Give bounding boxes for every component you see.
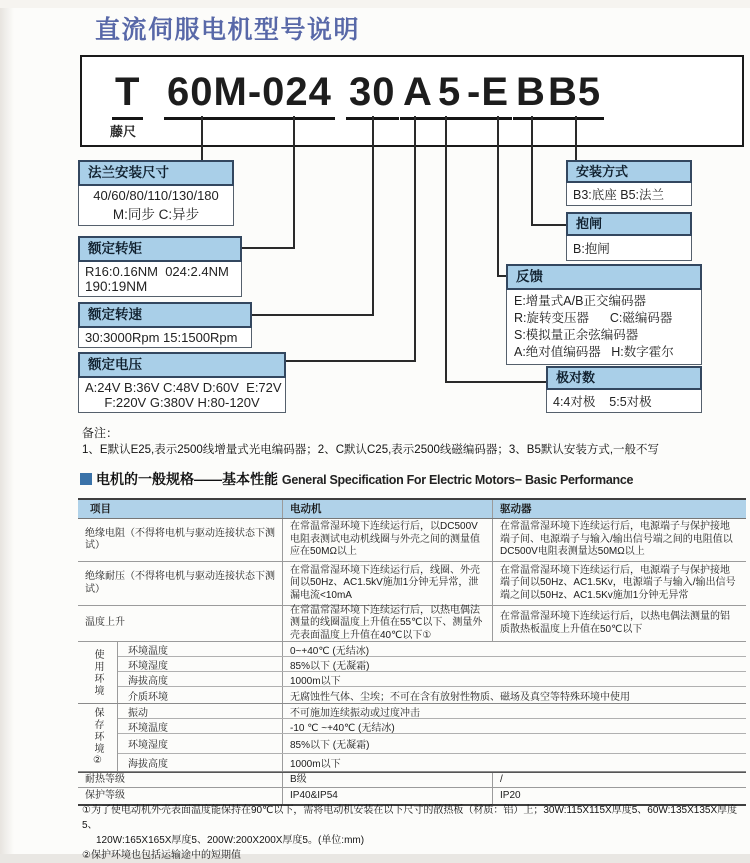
env-row (118, 704, 746, 719)
callout-flange-body (78, 186, 234, 226)
callout-torque-body (78, 262, 242, 297)
row-driver: 在常温常湿环境下连续运行后，以热电偶法测量的铝质散热板温度上升值在50℃以下 (500, 611, 730, 635)
connector-line (445, 116, 447, 383)
callout-feedback-line: S:模拟量正余弦编码器 (514, 328, 639, 342)
row-driver: 在常温常湿环境下连续运行后，电源端子与保护接地端子间以50Hz、AC1.5Kv，电源端子与输入/输出信号端之间以50Hz、AC1.5Kv施加1分钟无异常 (500, 564, 736, 601)
env-sub-label: 环境温度 (118, 719, 283, 733)
callout-voltage (78, 352, 286, 413)
header-cell-item: 项目 (78, 500, 283, 518)
callout-feedback-body (506, 290, 702, 365)
callout-mounting-title: 安装方式 (566, 160, 692, 183)
footnote-line: 120W:165X165X厚度5、200W:200X200X厚度5。(单位:mm) (96, 835, 365, 846)
model-segment-poles: 5 (435, 69, 464, 120)
section-heading (80, 469, 633, 489)
callout-poles-title: 极对数 (546, 366, 702, 390)
callout-feedback (506, 264, 702, 365)
model-segment-feedback: -E (464, 69, 512, 120)
env-value: 0~+40℃ (无结冰) (290, 645, 370, 657)
callout-brake-body (566, 236, 692, 261)
row-motor: IP40&IP54 (283, 788, 493, 804)
env-sub-label: 环境湿度 (118, 657, 283, 671)
callout-flange-line: M:同步 C:异步 (112, 207, 200, 222)
scan-edge-shade (0, 0, 14, 854)
callout-poles-line: 4:4对极 5:5对极 (553, 395, 652, 409)
callout-brake-line: B:抱闸 (573, 242, 610, 256)
callout-flange-line: 40/60/80/110/130/180 (93, 188, 219, 203)
section-title-zh: 电机的一般规格——基本性能 (96, 471, 278, 487)
env-value: 85%以下 (无凝霜) (290, 660, 370, 672)
callout-torque-title: 额定转矩 (78, 236, 242, 262)
env-value: 1000m以下 (290, 759, 341, 770)
connector-line (240, 247, 295, 249)
env-row (118, 754, 746, 771)
row-item: 绝缘电阻（不得将电机与驱动连接状态下测试） (78, 519, 283, 561)
notes-label: 备注： (82, 426, 119, 440)
callout-torque-line: R16:0.16NM 024:2.4NM (85, 264, 229, 279)
env-value: -10 ℃ ~+40℃ (无结冰) (290, 722, 395, 734)
env-sub-label: 环境温度 (118, 642, 283, 656)
callout-voltage-line: A:24V B:36V C:48V D:60V E:72V (85, 380, 282, 395)
env-group-label: 使用环境 (78, 642, 118, 703)
connector-line (531, 116, 533, 226)
connector-line (531, 224, 567, 226)
env-row (118, 642, 746, 657)
callout-poles-body (546, 390, 702, 413)
env-sub-label: 介质环境 (118, 687, 283, 703)
env-sub-label: 环境湿度 (118, 734, 283, 753)
callout-flange (78, 160, 234, 226)
table-row (78, 562, 746, 606)
callout-speed-title: 额定转速 (78, 302, 252, 328)
callout-brake (566, 212, 692, 261)
footnote-line: ②保护环境也包括运输途中的短期值 (82, 850, 241, 861)
row-driver: 在常温常湿环境下连续运行后，电源端子与保护接地端子间、电源端子与输入/输出信号端之间的电阻值以DC500V电阻表测量达50MΩ以上 (500, 521, 733, 558)
connector-line (201, 116, 203, 162)
table-header-row (78, 500, 746, 519)
table-row (78, 519, 746, 562)
callout-feedback-line: R:旋转变压器 C:磁编码器 (514, 311, 673, 325)
env-group-storage (78, 704, 746, 772)
table-row (78, 606, 746, 642)
row-driver: IP20 (500, 789, 521, 801)
page-title: 直流伺服电机型号说明 (95, 16, 361, 44)
callout-speed-line: 30:3000Rpm 15:1500Rpm (85, 330, 238, 345)
callout-torque-line: 190:19NM (85, 279, 148, 294)
callout-voltage-line: F:220V G:380V H:80-120V (104, 395, 260, 410)
connector-line (445, 381, 546, 383)
callout-torque (78, 236, 242, 297)
header-cell-driver: 驱动器 (493, 500, 746, 518)
callout-voltage-body (78, 378, 286, 413)
connector-line (372, 116, 374, 316)
env-sub-label: 海拔高度 (118, 672, 283, 686)
model-segment-frame: 60M-024 (164, 69, 335, 120)
env-row (118, 687, 746, 703)
env-row (118, 734, 746, 754)
section-marker-icon (80, 473, 92, 485)
callout-mounting (566, 160, 692, 206)
row-motor: 在常温常湿环境下连续运行后，以DC500V电阻表测试电动机线圈与外壳之间的测量值应在50MΩ以上 (283, 519, 493, 561)
callout-feedback-title: 反馈 (506, 264, 702, 290)
row-motor: B级 (283, 773, 493, 787)
callout-flange-title: 法兰安装尺寸 (78, 160, 234, 186)
env-value: 85%以下 (无凝霜) (290, 740, 370, 751)
spec-table (78, 498, 746, 806)
env-sub-label: 振动 (118, 704, 283, 718)
env-group-usage (78, 642, 746, 704)
connector-line (251, 314, 374, 316)
env-row (118, 672, 746, 687)
model-segment-speed: 30 (346, 69, 399, 120)
callout-feedback-line: A:绝对值编码器 H:数字霍尔 (514, 345, 674, 359)
row-motor: 在常温常湿环境下连续运行后，以热电偶法测量的线圈温度上升值在55℃以下、测量外壳表面温度上升值在40℃以下① (283, 606, 493, 641)
row-item: 温度上升 (78, 606, 283, 641)
model-segment-brake: B (513, 69, 549, 120)
model-segment-voltage: A (400, 69, 436, 120)
env-rows (118, 642, 746, 703)
row-item: 保护等级 (78, 788, 283, 804)
connector-line (497, 116, 499, 277)
callout-poles (546, 366, 702, 413)
header-cell-motor: 电动机 (283, 500, 493, 518)
brand-label: 藤尺 (110, 124, 137, 139)
model-segment-series: T (112, 69, 143, 120)
row-item: 耐热等级 (78, 773, 283, 787)
env-sub-label: 海拔高度 (118, 754, 283, 771)
table-row-protection-class (78, 788, 746, 804)
callout-mounting-line: B3:底座 B5:法兰 (573, 188, 664, 202)
connector-line (575, 116, 577, 162)
callout-voltage-title: 额定电压 (78, 352, 286, 378)
scan-top-shade (0, 0, 750, 8)
env-group-label: 保存环境② (78, 704, 118, 771)
callout-speed-body (78, 328, 252, 348)
notes-text: 1、E默认E25,表示2500线增量式光电编码器；2、C默认C25,表示2500线磁编码器；3、B5默认安装方式,一般不写 (82, 444, 660, 456)
env-value: 无腐蚀性气体、尘埃；不可在含有放射性物质、磁场及真空等特殊环境中使用 (290, 691, 630, 703)
env-rows (118, 704, 746, 771)
table-row-heat-class (78, 772, 746, 788)
model-number-box (80, 55, 744, 147)
row-item: 绝缘耐压（不得将电机与驱动连接状态下测试） (78, 562, 283, 605)
env-row (118, 657, 746, 672)
callout-feedback-line: E:增量式A/B正交编码器 (514, 294, 646, 308)
section-title-en: General Specification For Electric Motors− Basic Performance (281, 473, 634, 487)
row-driver: / (500, 773, 503, 785)
env-value: 不可施加连续振动或过度冲击 (290, 707, 420, 719)
connector-line (414, 116, 416, 362)
callout-brake-title: 抱闸 (566, 212, 692, 236)
model-segment-mounting: B5 (545, 69, 604, 120)
connector-line (293, 116, 295, 249)
callout-speed (78, 302, 252, 348)
env-row (118, 719, 746, 734)
row-motor: 在常温常湿环境下连续运行后，线圈、外壳间以50Hz、AC1.5kV施加1分钟无异常，泄漏电流<10mA (283, 562, 493, 605)
footnotes (82, 803, 742, 863)
callout-mounting-body (566, 183, 692, 206)
connector-line (285, 360, 416, 362)
env-value: 1000m以下 (290, 675, 341, 687)
footnote-line: ①为了使电动机外壳表面温度能保持在90℃以下，需将电动机安装在以下尺寸的散热板（材质：铝）上；30W:115X115X厚度5、60W:135X135X厚度5、 (82, 805, 738, 831)
